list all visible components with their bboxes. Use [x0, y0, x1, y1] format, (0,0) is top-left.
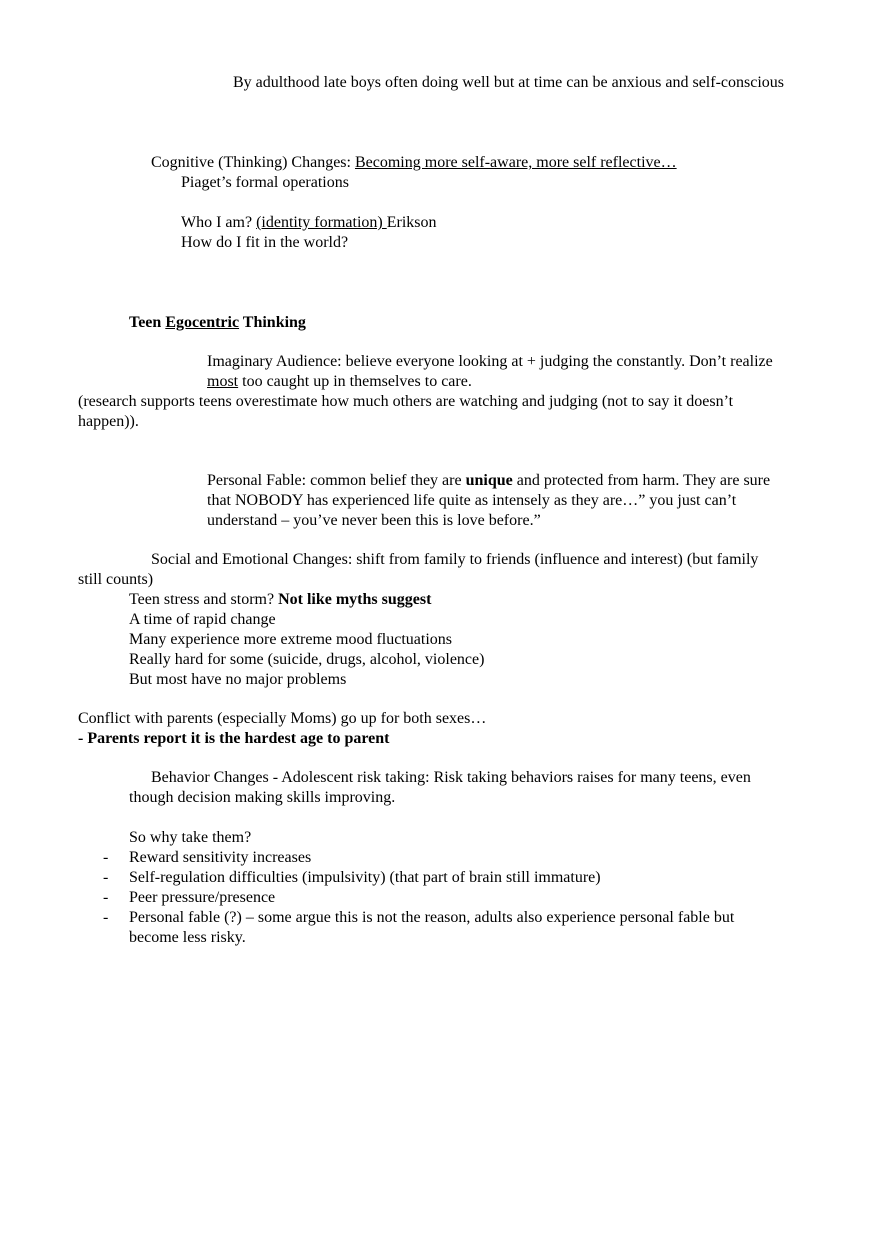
list-item: - Personal fable (?) – some argue this is not the reason, adults also experience personal fable but	[103, 909, 735, 926]
social-emotional-heading: Social and Emotional Changes: shift from family to friends (influence and interest) (but family	[151, 551, 759, 568]
mood-fluctuations-line: Many experience more extreme mood fluctuations	[129, 631, 452, 648]
hardest-age-line: - Parents report it is the hardest age to parent	[78, 730, 390, 747]
research-note-line-2: happen)).	[78, 413, 139, 430]
social-emotional-line-2: still counts)	[78, 571, 154, 588]
bullet-dash: -	[103, 889, 109, 906]
rapid-change-line: A time of rapid change	[129, 611, 276, 628]
not-like-myths-bold: Not like myths suggest	[278, 591, 432, 608]
egocentric-underlined: Egocentric	[165, 314, 240, 331]
list-item: - Peer pressure/presence	[103, 889, 276, 906]
behavior-changes-heading: Behavior Changes - Adolescent risk taking: Risk taking behaviors raises for many teens, even	[151, 769, 751, 786]
no-major-problems-line: But most have no major problems	[129, 671, 347, 688]
list-item-continuation: become less risky.	[129, 929, 246, 946]
late-boys-adulthood-line: By adulthood late boys often doing well but at time can be anxious and self-conscious	[233, 74, 784, 91]
fit-in-world-line: How do I fit in the world?	[181, 234, 349, 251]
personal-fable-line-3: understand – you’ve never been this is love before.”	[207, 512, 541, 529]
who-am-i-line: Who I am? (identity formation) Erikson	[181, 214, 437, 231]
piaget-line: Piaget’s formal operations	[181, 174, 349, 191]
bullet-dash: -	[103, 909, 109, 926]
cognitive-changes-heading: Cognitive (Thinking) Changes: Becoming more self-aware, more self reflective…	[151, 154, 677, 171]
personal-fable-line-2: that NOBODY has experienced life quite as intensely as they are…” you just can’t	[207, 492, 737, 509]
self-aware-underlined: Becoming more self-aware, more self reflective…	[354, 154, 677, 171]
identity-formation-underlined: (identity formation)	[256, 214, 387, 231]
teen-stress-line: Teen stress and storm? Not like myths suggest	[129, 591, 432, 608]
bullet-dash: -	[103, 849, 109, 866]
why-take-them-line: So why take them?	[129, 829, 252, 846]
really-hard-line: Really hard for some (suicide, drugs, alcohol, violence)	[129, 651, 485, 668]
teen-egocentric-heading: Teen Egocentric Thinking	[129, 314, 306, 331]
list-item: - Reward sensitivity increases	[103, 849, 312, 866]
research-note-line: (research supports teens overestimate how much others are watching and judging (not to say it doesn’t	[78, 393, 734, 410]
unique-bold: unique	[465, 472, 513, 489]
bullet-dash: -	[103, 869, 109, 886]
imaginary-audience-line-2: most too caught up in themselves to care.	[207, 373, 472, 390]
conflict-parents-line: Conflict with parents (especially Moms) go up for both sexes…	[78, 710, 487, 727]
imaginary-audience-line: Imaginary Audience: believe everyone looking at + judging the constantly. Don’t realize	[207, 353, 773, 370]
personal-fable-line: Personal Fable: common belief they are unique and protected from harm. They are sure	[207, 472, 771, 489]
most-underlined: most	[207, 373, 239, 390]
list-item: - Self-regulation difficulties (impulsivity) (that part of brain still immature)	[103, 869, 601, 886]
behavior-changes-line-2: though decision making skills improving.	[129, 789, 396, 806]
